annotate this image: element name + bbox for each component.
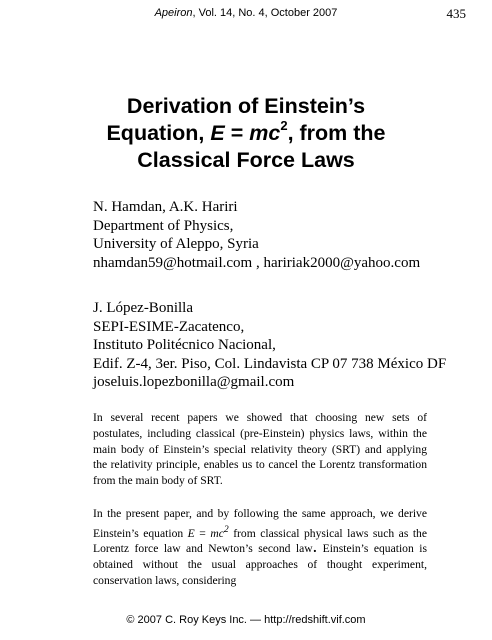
title-line-1: Derivation of Einstein’s: [126, 94, 366, 118]
affiliation-department: Department of Physics,: [93, 217, 234, 234]
author-names-2: J. López-Bonilla: [93, 300, 193, 316]
title-line-2: Equation, $E = mc^2$, from the: [106, 117, 386, 145]
abstract-eq-e: E: [187, 526, 195, 540]
abstract-paragraph-1: In several recent papers we showed that choosing new sets of postulates, including classical (pre-Einstein) physics laws, within the main body of Einstein’s special relativity theory (SRT) and applying the relativity principle, enables us to cancel the Lorentz transformation from the main body of SRT.: [93, 411, 427, 488]
author-block-2: [93, 299, 446, 392]
paper-title: [0, 93, 492, 174]
abstract-paragraph-2: In the present paper, and by following the same approach, we derive Einstein’s equation $E = mc^2$ from classical physical laws such as the Lorentz force law and Newton’s second law. Einstein’s equation is obtained without the usual approaches of thought experiment, conservation laws, considering: [93, 507, 428, 588]
journal-name: Apeiron: [154, 7, 193, 19]
author-emails-1: nhamdan59@hotmail.com , haririak2000@yahoo.com: [93, 254, 421, 271]
affiliation-university: University of Aleppo, Syria: [93, 236, 259, 252]
title-eq-e: E: [210, 121, 225, 145]
abstract-eq-mc: mc: [210, 526, 224, 540]
author-names-1: N. Hamdan, A.K. Hariri: [93, 199, 238, 215]
affiliation-ipn: Instituto Politécnico Nacional,: [93, 337, 276, 353]
title-eq-mc: mc: [249, 121, 281, 145]
author-email-2: joseluis.lopezbonilla@gmail.com: [93, 374, 295, 390]
running-header: [0, 7, 492, 23]
affiliation-address: Edif. Z-4, 3er. Piso, Col. Lindavista CP 07 738 México DF: [93, 355, 447, 372]
page-number: 435: [446, 6, 466, 21]
sentence-period: .: [312, 536, 318, 557]
author-block-1: [93, 198, 420, 272]
affiliation-sepi: SEPI-ESIME-Zacatenco,: [93, 318, 245, 335]
page-footer: © 2007 C. Roy Keys Inc. — http://redshift.vif.com: [126, 614, 366, 626]
abstract-eq-exponent: 2: [223, 523, 229, 535]
title-eq-exponent: 2: [280, 117, 288, 133]
journal-issue: , Vol. 14, No. 4, October 2007: [192, 7, 338, 19]
title-line-3: Classical Force Laws: [137, 148, 355, 172]
journal-citation: [0, 7, 492, 19]
